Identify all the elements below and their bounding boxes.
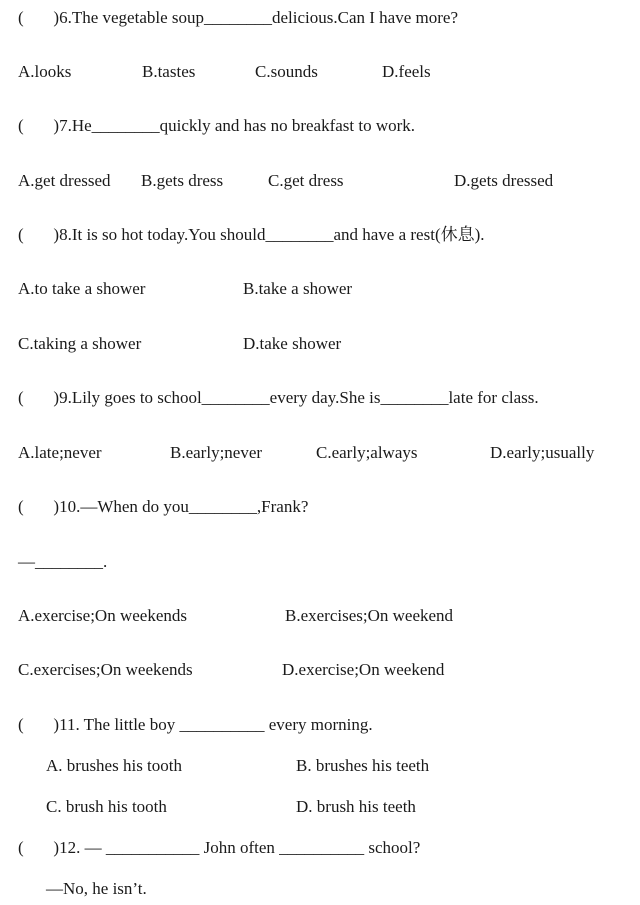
question-7-option-c: C.get dress	[268, 171, 344, 190]
question-7-stem: ( )7.He________quickly and has no breakfast to work.	[18, 116, 416, 135]
question-9-option-a: A.late;never	[18, 443, 102, 462]
question-6-option-c: C.sounds	[255, 62, 318, 81]
question-8-option-d: D.take shower	[243, 334, 342, 353]
question-6-option-d: D.feels	[382, 62, 431, 81]
question-11-option-d: D. brush his teeth	[296, 797, 416, 816]
question-11-option-a: A. brushes his tooth	[46, 756, 182, 775]
question-6-option-b: B.tastes	[142, 62, 196, 81]
question-9-option-c: C.early;always	[316, 443, 418, 462]
question-9-option-b: B.early;never	[170, 443, 263, 462]
question-10-option-c: C.exercises;On weekends	[18, 660, 193, 679]
question-6-stem: ( )6.The vegetable soup________delicious.Can I have more?	[18, 8, 458, 27]
question-10-option-b: B.exercises;On weekend	[285, 606, 454, 625]
question-8-option-b: B.take a shower	[243, 279, 353, 298]
question-10-option-d: D.exercise;On weekend	[282, 660, 445, 679]
question-12-answer-line: —No, he isn’t.	[46, 879, 147, 898]
question-10-answer-line: —________.	[18, 552, 108, 571]
question-11-option-c: C. brush his tooth	[46, 797, 167, 816]
question-8-stem: ( )8.It is so hot today.You should________and have a rest(休息).	[18, 225, 485, 244]
question-7-option-d: D.gets dressed	[454, 171, 554, 190]
question-7-option-b: B.gets dress	[141, 171, 224, 190]
question-10-stem: ( )10.—When do you________,Frank?	[18, 497, 309, 516]
question-11-stem: ( )11. The little boy __________ every morning.	[18, 715, 373, 734]
question-8-option-c: C.taking a shower	[18, 334, 142, 353]
question-8-option-a: A.to take a shower	[18, 279, 146, 298]
question-11-option-b: B. brushes his teeth	[296, 756, 430, 775]
question-9-option-d: D.early;usually	[490, 443, 595, 462]
question-9-stem: ( )9.Lily goes to school________every day.She is________late for class.	[18, 388, 539, 407]
question-7-option-a: A.get dressed	[18, 171, 111, 190]
question-10-option-a: A.exercise;On weekends	[18, 606, 187, 625]
question-12-stem: ( )12. — ___________ John often __________ school?	[18, 838, 421, 857]
question-6-option-a: A.looks	[18, 62, 72, 81]
